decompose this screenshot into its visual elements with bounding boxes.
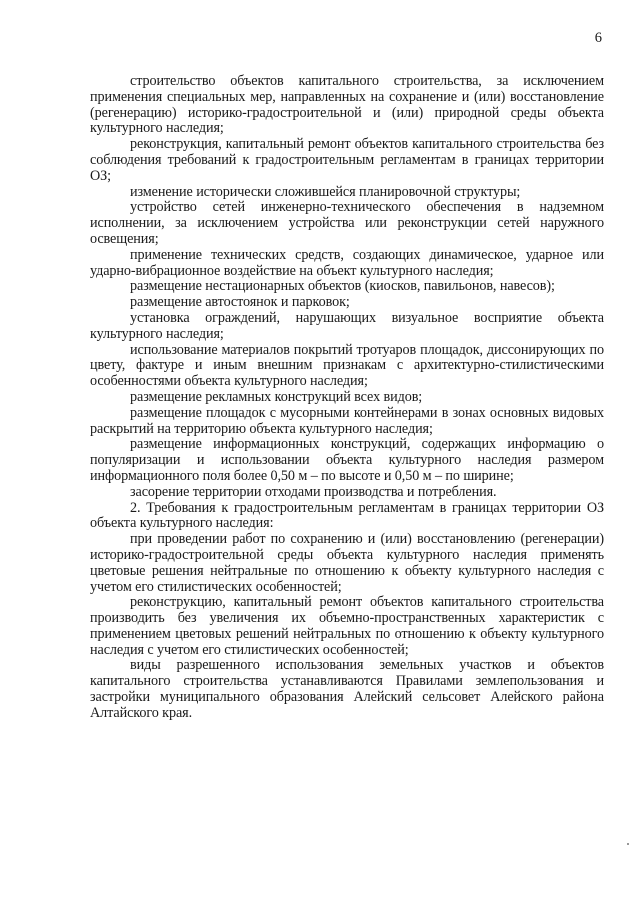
paragraph: реконструкцию, капитальный ремонт объектов капитального строительства производить без увеличения их объемно-пространственных характеристик с применением цветовых решений нейтральных по отношению к объекту культурного наследия с учетом его стилистических особенностей; [90,594,604,658]
paragraph: засорение территории отходами производства и потребления. [130,483,497,500]
paragraph: изменение исторически сложившейся планировочной структуры; [130,183,521,200]
section-heading: 2. Требования к градостроительным регламентам в границах территории ОЗ объекта культурного наследия: [90,499,604,532]
paragraph: размещение рекламных конструкций всех видов; [130,388,423,405]
paragraph: размещение нестационарных объектов (киосков, павильонов, навесов); [130,278,555,295]
paragraph: применение технических средств, создающих динамическое, ударное или ударно-вибрационное воздействие на объект культурного наследия; [90,246,604,279]
paragraph: установка ограждений, нарушающих визуальное восприятие объекта культурного наследия; [90,309,604,342]
document-body [90,74,604,722]
paragraph: реконструкция, капитальный ремонт объектов капитального строительства без соблюдения требований к градостроительным регламентам в границах территории ОЗ; [90,136,604,184]
paragraph: размещение площадок с мусорными контейнерами в зонах основных видовых раскрытий на территорию объекта культурного наследия; [90,404,604,437]
scan-speck [627,843,629,845]
paragraph: размещение автостоянок и парковок; [130,294,350,311]
page-number: 6 [594,30,602,46]
paragraph: виды разрешенного использования земельных участков и объектов капитального строительства устанавливаются Правилами землепользования и застройки муниципального образования Алейский сельсовет Алейского района Алтайского края. [90,657,604,721]
paragraph: строительство объектов капитального строительства, за исключением применения специальных мер, направленных на сохранение и (или) восстановление (регенерацию) историко-градостроительной и (или) природной среды объекта культурного наследия; [90,73,604,137]
paragraph: использование материалов покрытий тротуаров площадок, диссонирующих по цвету, фактуре и иным внешним признакам с архитектурно-стилистическими особенностями объекта культурного наследия; [90,341,604,390]
paragraph: устройство сетей инженерно-технического обеспечения в надземном исполнении, за исключением устройства или реконструкции сетей наружного освещения; [90,199,604,247]
paragraph: при проведении работ по сохранению и (или) восстановлению (регенерации) историко-градостроительной среды объекта культурного наследия применять цветовые решения нейтральные по отношению к объекту культурного наследия с учетом его стилистических особенностей; [90,531,604,595]
paragraph: размещение информационных конструкций, содержащих информацию о популяризации и использовании объекта культурного наследия размером информационного поля более 0,50 м – по высоте и 0,50 м – по ширине; [90,436,604,484]
